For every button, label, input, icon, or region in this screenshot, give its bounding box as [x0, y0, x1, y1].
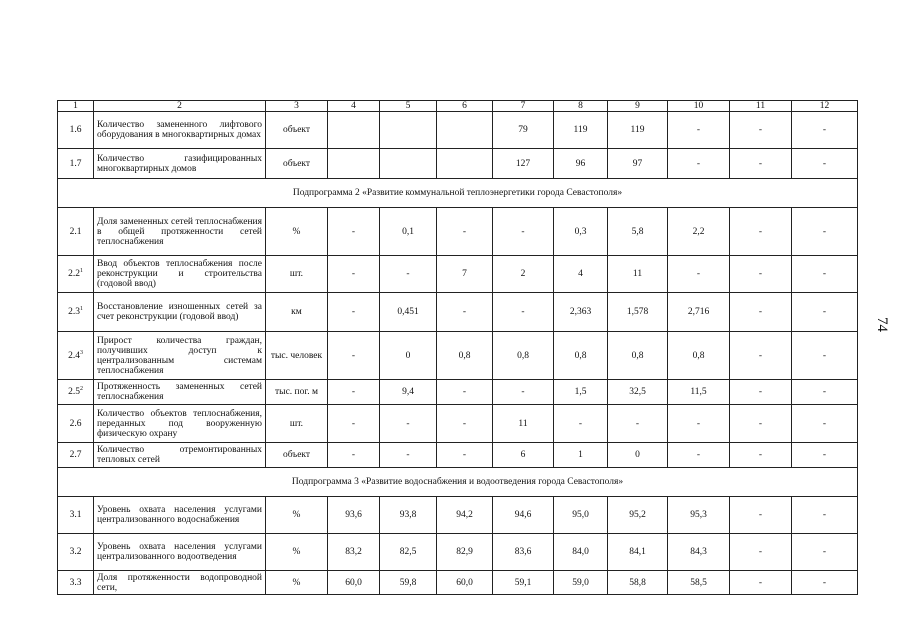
row-number: 2.1 — [58, 208, 94, 256]
footnote-marker: 1 — [79, 305, 83, 312]
indicator-value: - — [792, 208, 858, 256]
indicator-value: 6 — [493, 443, 554, 468]
indicator-name: Количество объектов теплоснабжения, переданных под вооруженную физическую охрану — [94, 405, 266, 443]
indicator-value: 94,2 — [437, 497, 493, 534]
row-number: $2.4^3$ — [58, 332, 94, 380]
unit-of-measure: шт. — [266, 256, 328, 293]
unit-of-measure: % — [266, 497, 328, 534]
table-row — [58, 149, 858, 179]
column-number-5: 5 — [380, 101, 437, 112]
column-number-10: 10 — [668, 101, 730, 112]
row-number: 2.6 — [58, 405, 94, 443]
indicator-value: 97 — [608, 149, 668, 179]
indicator-value: - — [730, 112, 792, 149]
indicator-value: - — [792, 332, 858, 380]
row-number: 3.2 — [58, 534, 94, 571]
unit-of-measure: тыс. человек — [266, 332, 328, 380]
row-number: 1.7 — [58, 149, 94, 179]
indicator-value: - — [792, 256, 858, 293]
indicator-value: - — [437, 405, 493, 443]
indicator-name: Ввод объектов теплоснабжения после реконструкции и строительства (годовой ввод) — [94, 256, 266, 293]
indicator-value: 84,0 — [554, 534, 608, 571]
indicator-value: 58,5 — [668, 571, 730, 595]
column-number-7: 7 — [493, 101, 554, 112]
indicator-value: - — [792, 149, 858, 179]
indicator-value: - — [328, 332, 380, 380]
unit-of-measure: объект — [266, 112, 328, 149]
indicator-value: - — [380, 256, 437, 293]
footnote-marker: 3 — [79, 349, 83, 356]
row-number: 1.6 — [58, 112, 94, 149]
indicator-value: 0,1 — [380, 208, 437, 256]
table-row — [58, 571, 858, 595]
column-number-4: 4 — [328, 101, 380, 112]
row-number: 3.3 — [58, 571, 94, 595]
indicator-value: 58,8 — [608, 571, 668, 595]
indicator-value — [437, 112, 493, 149]
indicator-value: 0,8 — [437, 332, 493, 380]
table-row — [58, 497, 858, 534]
indicator-value: - — [792, 293, 858, 332]
column-number-12: 12 — [792, 101, 858, 112]
column-number-6: 6 — [437, 101, 493, 112]
indicator-name: Количество замененного лифтового оборудования в многоквартирных домах — [94, 112, 266, 149]
indicator-value: - — [437, 208, 493, 256]
indicator-value: - — [792, 405, 858, 443]
indicator-name: Восстановление изношенных сетей за счет реконструкции (годовой ввод) — [94, 293, 266, 332]
indicator-name: Уровень охвата населения услугами централизованного водоснабжения — [94, 497, 266, 534]
indicator-value: - — [792, 571, 858, 595]
row-number: $2.3^1$ — [58, 293, 94, 332]
indicator-value: - — [608, 405, 668, 443]
indicator-value: - — [668, 149, 730, 179]
unit-of-measure: шт. — [266, 405, 328, 443]
indicator-value: - — [328, 256, 380, 293]
unit-of-measure: объект — [266, 149, 328, 179]
indicator-value: - — [730, 332, 792, 380]
page-number: 74 — [874, 317, 890, 332]
indicator-value — [380, 149, 437, 179]
indicator-name: Протяженность замененных сетей теплоснабжения — [94, 380, 266, 405]
row-number: $2.2^1$ — [58, 256, 94, 293]
subprogram-title: Подпрограмма 3 «Развитие водоснабжения и водоотведения города Севастополя» — [58, 468, 858, 497]
table-row — [58, 405, 858, 443]
indicator-value: - — [328, 208, 380, 256]
indicator-value: - — [792, 497, 858, 534]
indicator-value — [328, 112, 380, 149]
indicator-value: 0,8 — [493, 332, 554, 380]
indicator-value: - — [328, 380, 380, 405]
indicator-value: 84,3 — [668, 534, 730, 571]
indicator-value: 119 — [608, 112, 668, 149]
indicator-value: - — [730, 443, 792, 468]
column-number-8: 8 — [554, 101, 608, 112]
column-number-3: 3 — [266, 101, 328, 112]
row-number: 3.1 — [58, 497, 94, 534]
indicator-name: Уровень охвата населения услугами централизованного водоотведения — [94, 534, 266, 571]
indicator-value — [380, 112, 437, 149]
indicator-value: 11 — [608, 256, 668, 293]
indicator-value: 11 — [493, 405, 554, 443]
subprogram-title: Подпрограмма 2 «Развитие коммунальной теплоэнергетики города Севастополя» — [58, 179, 858, 208]
indicator-name: Доля протяженности водопроводной сети, — [94, 571, 266, 595]
unit-of-measure: км — [266, 293, 328, 332]
footnote-marker: 2 — [79, 385, 83, 392]
indicator-value: - — [730, 149, 792, 179]
indicator-value: 2,2 — [668, 208, 730, 256]
indicator-value: - — [668, 405, 730, 443]
indicator-value: 59,1 — [493, 571, 554, 595]
indicator-name: Количество отремонтированных тепловых сетей — [94, 443, 266, 468]
indicator-value: 82,9 — [437, 534, 493, 571]
indicator-value: 1 — [554, 443, 608, 468]
indicator-value: 0 — [608, 443, 668, 468]
column-number-11: 11 — [730, 101, 792, 112]
indicator-value: 79 — [493, 112, 554, 149]
indicator-value: - — [792, 443, 858, 468]
indicator-value: 2,716 — [668, 293, 730, 332]
indicator-value: - — [328, 293, 380, 332]
indicator-value: 7 — [437, 256, 493, 293]
indicator-value: - — [668, 112, 730, 149]
indicator-name: Доля замененных сетей теплоснабжения в общей протяженности сетей теплоснабжения — [94, 208, 266, 256]
unit-of-measure: объект — [266, 443, 328, 468]
indicator-value: - — [554, 405, 608, 443]
table-row — [58, 208, 858, 256]
indicator-value: - — [792, 112, 858, 149]
indicator-value: 5,8 — [608, 208, 668, 256]
indicator-value: - — [730, 497, 792, 534]
indicator-value: 0,8 — [608, 332, 668, 380]
indicator-value: - — [730, 534, 792, 571]
indicator-value: - — [730, 293, 792, 332]
indicator-value: 59,8 — [380, 571, 437, 595]
indicator-value: - — [792, 534, 858, 571]
unit-of-measure: тыс. пог. м — [266, 380, 328, 405]
unit-of-measure: % — [266, 208, 328, 256]
indicator-value: - — [493, 208, 554, 256]
indicator-value: 95,2 — [608, 497, 668, 534]
indicator-value: 60,0 — [437, 571, 493, 595]
indicator-value: 59,0 — [554, 571, 608, 595]
indicator-value: 0 — [380, 332, 437, 380]
indicator-value: - — [328, 443, 380, 468]
table-row — [58, 293, 858, 332]
indicator-value: - — [730, 380, 792, 405]
indicator-value: 2,363 — [554, 293, 608, 332]
subprogram-heading-row — [58, 179, 858, 208]
unit-of-measure: % — [266, 571, 328, 595]
indicator-value: - — [380, 443, 437, 468]
indicator-table-page — [57, 100, 857, 595]
indicator-value: 82,5 — [380, 534, 437, 571]
table-row — [58, 534, 858, 571]
indicator-value: - — [493, 293, 554, 332]
indicator-table — [57, 100, 858, 595]
subprogram-heading-row — [58, 468, 858, 497]
column-number-2: 2 — [94, 101, 266, 112]
table-row — [58, 380, 858, 405]
indicator-value: 95,0 — [554, 497, 608, 534]
indicator-name: Прирост количества граждан, получивших доступ к централизованным системам теплоснабжения — [94, 332, 266, 380]
indicator-value: 0,451 — [380, 293, 437, 332]
indicator-value: 2 — [493, 256, 554, 293]
indicator-value: 0,8 — [668, 332, 730, 380]
indicator-value: 4 — [554, 256, 608, 293]
indicator-value: - — [730, 208, 792, 256]
indicator-value: - — [668, 256, 730, 293]
indicator-value: 93,8 — [380, 497, 437, 534]
indicator-value: - — [730, 405, 792, 443]
indicator-value: - — [730, 571, 792, 595]
indicator-value: - — [437, 293, 493, 332]
indicator-value: 83,2 — [328, 534, 380, 571]
table-row — [58, 112, 858, 149]
indicator-value: 84,1 — [608, 534, 668, 571]
unit-of-measure: % — [266, 534, 328, 571]
indicator-value: - — [668, 443, 730, 468]
column-number-1: 1 — [58, 101, 94, 112]
indicator-value — [437, 149, 493, 179]
indicator-value: 93,6 — [328, 497, 380, 534]
indicator-value: 119 — [554, 112, 608, 149]
indicator-value: 1,578 — [608, 293, 668, 332]
table-row — [58, 332, 858, 380]
row-number: $2.5^2$ — [58, 380, 94, 405]
indicator-value: 1,5 — [554, 380, 608, 405]
row-number: 2.7 — [58, 443, 94, 468]
indicator-value: 0,8 — [554, 332, 608, 380]
indicator-value: 95,3 — [668, 497, 730, 534]
indicator-value: 0,3 — [554, 208, 608, 256]
footnote-marker: 1 — [79, 267, 83, 274]
indicator-value: 11,5 — [668, 380, 730, 405]
indicator-value: - — [792, 380, 858, 405]
indicator-value: 9,4 — [380, 380, 437, 405]
table-row — [58, 443, 858, 468]
indicator-value: 94,6 — [493, 497, 554, 534]
indicator-value — [328, 149, 380, 179]
indicator-name: Количество газифицированных многоквартирных домов — [94, 149, 266, 179]
indicator-value: - — [493, 380, 554, 405]
indicator-value: 127 — [493, 149, 554, 179]
indicator-value: 60,0 — [328, 571, 380, 595]
indicator-value: 32,5 — [608, 380, 668, 405]
indicator-value: - — [437, 443, 493, 468]
indicator-value: - — [437, 380, 493, 405]
column-number-header — [58, 101, 858, 112]
indicator-value: - — [328, 405, 380, 443]
column-number-9: 9 — [608, 101, 668, 112]
indicator-value: - — [380, 405, 437, 443]
indicator-value: 96 — [554, 149, 608, 179]
table-row — [58, 256, 858, 293]
indicator-value: - — [730, 256, 792, 293]
indicator-value: 83,6 — [493, 534, 554, 571]
